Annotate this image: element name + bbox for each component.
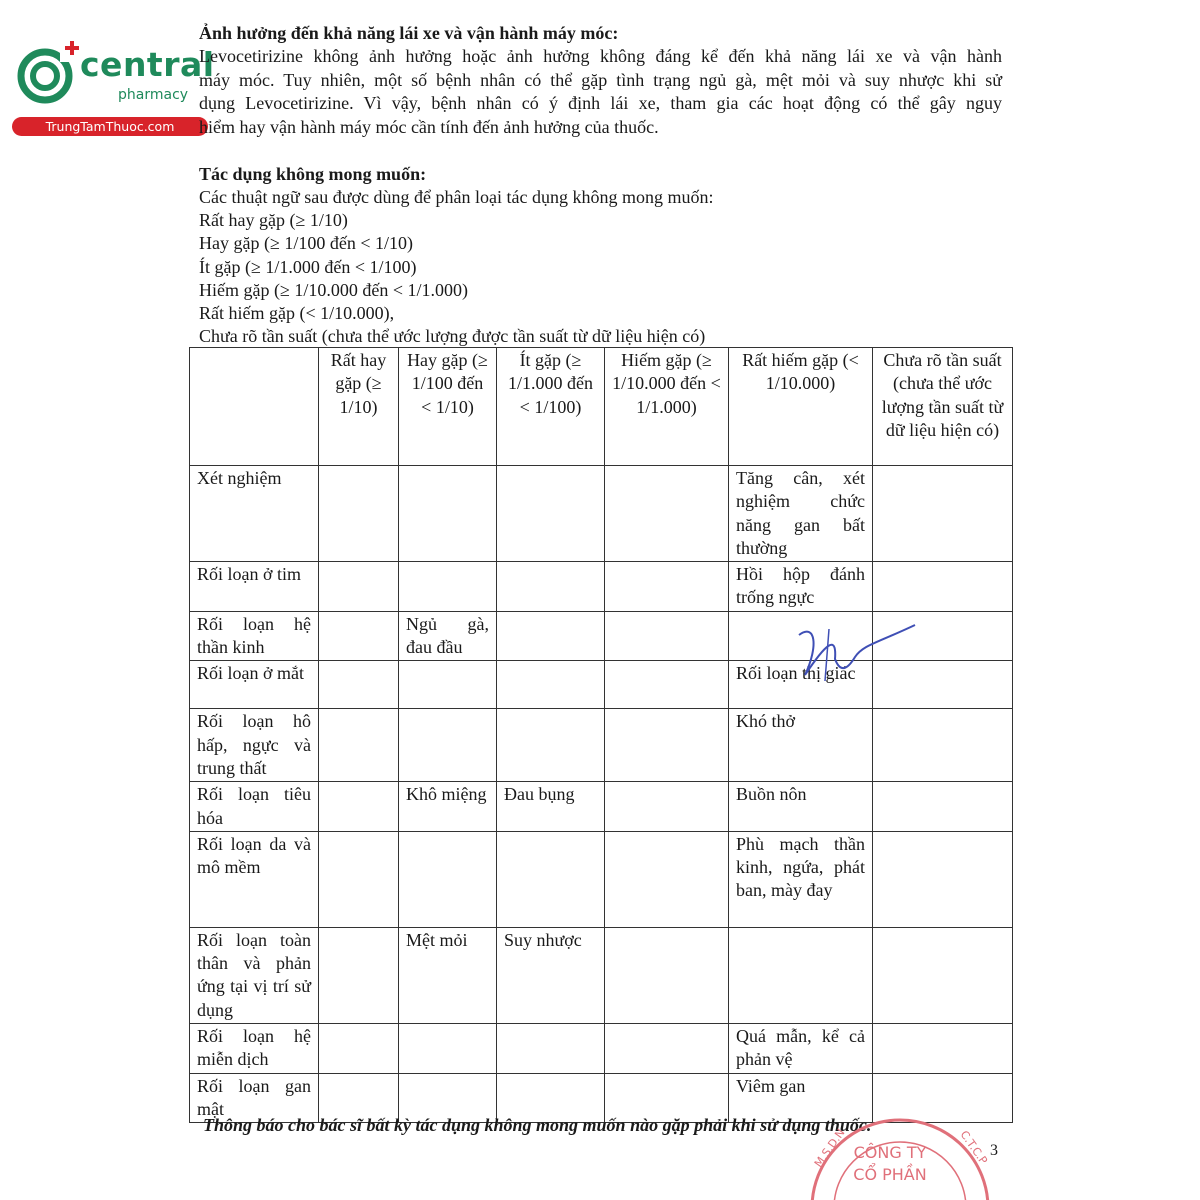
table-cell — [319, 927, 399, 1023]
table-row — [190, 466, 1013, 562]
organ-class-cell: Xét nghiệm — [190, 466, 319, 562]
table-cell: Ngủ gà, đau đầu — [399, 611, 497, 661]
table-row — [190, 831, 1013, 927]
table-cell — [319, 466, 399, 562]
frequency-term: Rất hay gặp (≥ 1/10) — [199, 210, 348, 231]
signature-icon — [785, 615, 925, 695]
header-cell — [190, 348, 319, 466]
table-cell — [497, 466, 605, 562]
table-cell — [497, 611, 605, 661]
table-cell — [497, 831, 605, 927]
table-cell — [319, 611, 399, 661]
table-row — [190, 562, 1013, 612]
table-cell — [497, 562, 605, 612]
organ-class-cell: Rối loạn da và mô mềm — [190, 831, 319, 927]
table-row — [190, 1024, 1013, 1074]
table-row — [190, 927, 1013, 1023]
table-cell — [605, 782, 729, 832]
driving-line: Levocetirizine không ảnh hưởng hoặc ảnh hưởng không đáng kể đến khả năng lái xe và vận hành — [199, 46, 1002, 66]
header-cell: Hiếm gặp (≥ 1/10.000 đến < 1/1.000) — [605, 348, 729, 466]
table-cell — [497, 709, 605, 782]
table-cell — [605, 466, 729, 562]
table-cell: Khó thở — [729, 709, 873, 782]
table-row — [190, 782, 1013, 832]
logo-banner[interactable]: TrungTamThuoc.com — [12, 117, 208, 136]
table-cell — [729, 927, 873, 1023]
table-cell — [605, 927, 729, 1023]
table-cell — [605, 562, 729, 612]
table-cell — [399, 831, 497, 927]
driving-line: máy móc. Tuy nhiên, một số bệnh nhân có thể gặp tình trạng ngủ gà, mệt mỏi và suy nhược khi sử — [199, 69, 1002, 90]
table-cell: Đau bụng — [497, 782, 605, 832]
table-row — [190, 709, 1013, 782]
svg-text:M.S.D.N: M.S.D.N — [811, 1126, 848, 1170]
frequency-term: Hiếm gặp (≥ 1/10.000 đến < 1/1.000) — [199, 279, 468, 300]
header-cell: Rất hay gặp (≥ 1/10) — [319, 348, 399, 466]
table-cell — [873, 782, 1013, 832]
organ-class-cell: Rối loạn tiêu hóa — [190, 782, 319, 832]
table-cell — [399, 562, 497, 612]
organ-class-cell: Rối loạn gan mật — [190, 1073, 319, 1123]
stamp-line: CỔ PHẦN — [853, 1165, 927, 1184]
footer-note: Thông báo cho bác sĩ bất kỳ tác dụng không mong muốn nào gặp phải khi sử dụng thuốc. — [203, 1115, 872, 1135]
organ-class-cell: Rối loạn hô hấp, ngực và trung thất — [190, 709, 319, 782]
table-cell — [319, 1024, 399, 1074]
table-cell — [873, 831, 1013, 927]
adverse-intro: Các thuật ngữ sau được dùng để phân loại tác dụng không mong muốn: — [199, 187, 714, 207]
table-cell — [319, 562, 399, 612]
stamp-text — [840, 1142, 940, 1186]
frequency-term: Hay gặp (≥ 1/100 đến < 1/10) — [199, 233, 413, 254]
table-cell — [605, 661, 729, 709]
organ-class-cell: Rối loạn toàn thân và phản ứng tại vị trí sử dụng — [190, 927, 319, 1023]
table-cell — [399, 709, 497, 782]
table-cell: Suy nhược — [497, 927, 605, 1023]
table-cell: Viêm gan — [729, 1073, 873, 1123]
table-cell — [497, 1024, 605, 1074]
header-cell: Ít gặp (≥ 1/1.000 đến < 1/100) — [497, 348, 605, 466]
driving-line: dụng Levocetirizine. Vì vậy, bệnh nhân có ý định lái xe, tham gia các hoạt động có thể gây nguy — [199, 93, 1002, 113]
table-cell — [399, 1024, 497, 1074]
header-cell: Hay gặp (≥ 1/100 đến < 1/10) — [399, 348, 497, 466]
table-cell: Phù mạch thần kinh, ngứa, phát ban, mày đay — [729, 831, 873, 927]
driving-paragraph — [199, 45, 1002, 139]
table-cell — [873, 709, 1013, 782]
organ-class-cell: Rối loạn hệ thần kinh — [190, 611, 319, 661]
logo-sub: pharmacy — [118, 87, 189, 103]
table-cell — [399, 466, 497, 562]
table-cell — [319, 831, 399, 927]
table-cell — [873, 1024, 1013, 1074]
table-cell — [399, 661, 497, 709]
header-cell: Chưa rõ tần suất (chưa thể ước lượng tần suất từ dữ liệu hiện có) — [873, 348, 1013, 466]
driving-line: hiểm hay vận hành máy móc cần tính đến ảnh hưởng của thuốc. — [199, 116, 659, 137]
table-cell — [873, 927, 1013, 1023]
table-cell: Quá mẫn, kể cả phản vệ — [729, 1024, 873, 1074]
table-cell — [605, 1024, 729, 1074]
table-cell: Buồn nôn — [729, 782, 873, 832]
table-cell: Khô miệng — [399, 782, 497, 832]
table-header-row — [190, 348, 1013, 466]
table-cell: Rối loạn thị giác — [729, 661, 873, 709]
frequency-term: Ít gặp (≥ 1/1.000 đến < 1/100) — [199, 256, 417, 277]
frequency-term: Chưa rõ tần suất (chưa thể ước lượng được tần suất từ dữ liệu hiện có) — [199, 326, 706, 347]
adverse-heading: Tác dụng không mong muốn: — [199, 164, 427, 184]
table-cell — [605, 831, 729, 927]
driving-heading: Ảnh hưởng đến khả năng lái xe và vận hành máy móc: — [199, 23, 619, 43]
table-cell — [319, 782, 399, 832]
adverse-terms — [199, 186, 713, 348]
table-cell — [873, 466, 1013, 562]
svg-text:C.T.C.P: C.T.C.P — [957, 1128, 990, 1167]
page-number: 3 — [990, 1142, 998, 1159]
logo-name: central — [80, 45, 215, 84]
organ-class-cell: Rối loạn ở tim — [190, 562, 319, 612]
table-cell — [873, 562, 1013, 612]
table-cell: Mệt mỏi — [399, 927, 497, 1023]
header-cell: Rất hiếm gặp (< 1/10.000) — [729, 348, 873, 466]
adverse-effects-table — [189, 347, 1013, 1123]
table-cell: Hồi hộp đánh trống ngực — [729, 562, 873, 612]
organ-class-cell: Rối loạn hệ miễn dịch — [190, 1024, 319, 1074]
organ-class-cell: Rối loạn ở mắt — [190, 661, 319, 709]
table-cell — [319, 709, 399, 782]
stamp-line: CÔNG TY — [853, 1143, 927, 1162]
table-cell — [605, 611, 729, 661]
table-cell — [497, 661, 605, 709]
frequency-term: Rất hiếm gặp (< 1/10.000), — [199, 303, 395, 324]
table-cell — [605, 709, 729, 782]
table-cell: Tăng cân, xét nghiệm chức năng gan bất thường — [729, 466, 873, 562]
table-cell — [319, 661, 399, 709]
